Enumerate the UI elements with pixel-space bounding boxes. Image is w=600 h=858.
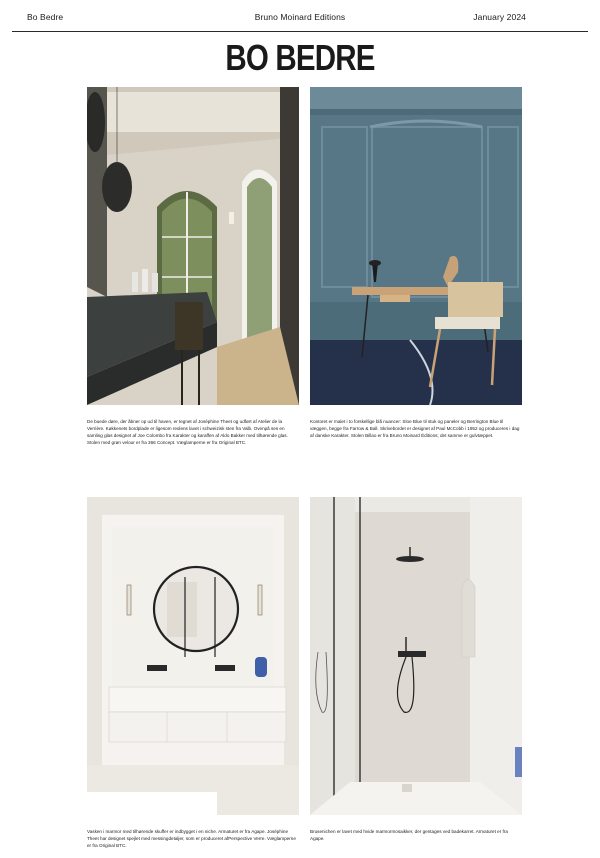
- bathroom-photo: [87, 497, 299, 815]
- header-divider: [12, 31, 588, 32]
- office-photo: [310, 87, 522, 405]
- shower-photo: [310, 497, 522, 815]
- header-date: January 2024: [473, 12, 526, 22]
- kitchen-caption: De buede døre, der åbner op ud til haven, er tegnet af Joséphine Theet og udført af Atelier de la Verrière. Køkkenets bordplade er ligesom reolens lavet i schweizisk sten fra Valb. Ovenpå ses en samling glas designet af Joe Colombo fra Karakter og karaffen af Aldo Bakker med tilhørende glas. Stolen med grøn velour er fra 366 Concept. Væglamperne er fra Original BTC.: [87, 419, 288, 446]
- bathroom-caption: Vasken i marmor med tilhørende skuffer er indbygget i en niche. Armaturet er fra Agape. Joséphine Theet har designet spejlet med messingdetaljer, som er produceret afPerspective Verre. Væglamperne er fra Original BTC.: [87, 829, 296, 849]
- header-magazine-name: Bo Bedre: [27, 12, 64, 22]
- office-caption: Kontoret er malet i to forskellige blå nuancer: Sloe Blue til stuk og paneler og Berrington Blue til væggen, begge fra Farrow & Ball. Skrivebordet er designet af Paul McCobb i 1952 og produceres i dag af danske Karakter. Stolen Billao er fra Bruno Moinard Éditions; det samme er gulvtæppet.: [310, 419, 520, 439]
- shower-caption: Brusenichen er lavet med hvide marmormosaikker, der gentages ved badekarret. Armaturet er fra Agape.: [310, 829, 508, 842]
- kitchen-photo: [87, 87, 299, 405]
- magazine-logo: BO BEDRE: [225, 37, 375, 78]
- header-section-title: Bruno Moinard Editions: [254, 12, 346, 22]
